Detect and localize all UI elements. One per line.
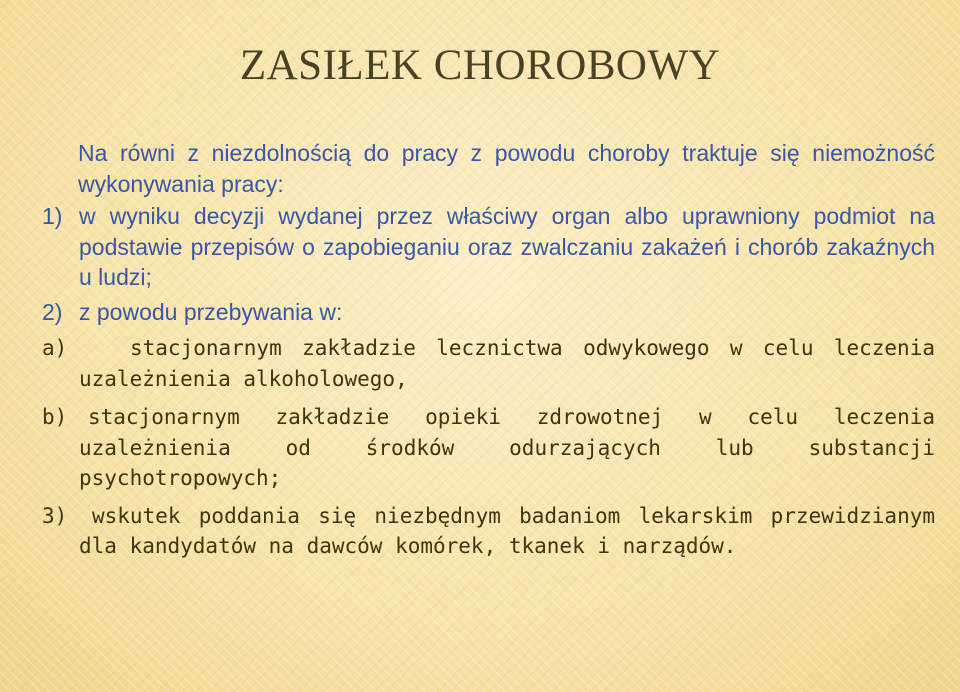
list-item-2-text: z powodu przebywania w: bbox=[79, 298, 343, 325]
sublist-marker-a: a) bbox=[42, 336, 68, 360]
slide-title: ZASIŁEK CHOROBOWY bbox=[239, 42, 721, 89]
sublist-item-b bbox=[42, 402, 935, 494]
list-item-1-text: w wyniku decyzji wydanej przez właściwy organ albo uprawniony podmiot na podstawie przepisów o zapobieganiu oraz zwalczaniu zakażeń i chorób zakaźnych u ludzi; bbox=[79, 203, 935, 290]
sublist-item-a-text: stacjonarnym zakładzie lecznictwa odwykowego w celu leczenia uzależnienia alkoholowego, bbox=[79, 336, 935, 391]
list-marker-1: 1) bbox=[42, 203, 63, 229]
list-item-2 bbox=[42, 297, 935, 328]
list-item-1 bbox=[42, 201, 935, 293]
sublist-marker-b: b) bbox=[42, 405, 68, 429]
sublist-item-a bbox=[42, 333, 935, 394]
slide-body bbox=[42, 138, 935, 562]
list-marker-3: 3) bbox=[42, 503, 68, 528]
list-item-3 bbox=[42, 501, 935, 562]
sublist-item-b-text: stacjonarnym zakładzie opieki zdrowotnej w celu leczenia uzależnienia od środków odurzających lub substancji psychotropowych; bbox=[79, 405, 935, 490]
list-item-3-text: wskutek poddania się niezbędnym badaniom lekarskim przewidzianym dla kandydatów na dawców komórek, tkanek i narządów. bbox=[79, 503, 935, 558]
intro-paragraph: Na równi z niezdolnością do pracy z powodu choroby traktuje się niemożność wykonywania pracy: bbox=[78, 140, 935, 197]
list-marker-2: 2) bbox=[42, 298, 63, 325]
